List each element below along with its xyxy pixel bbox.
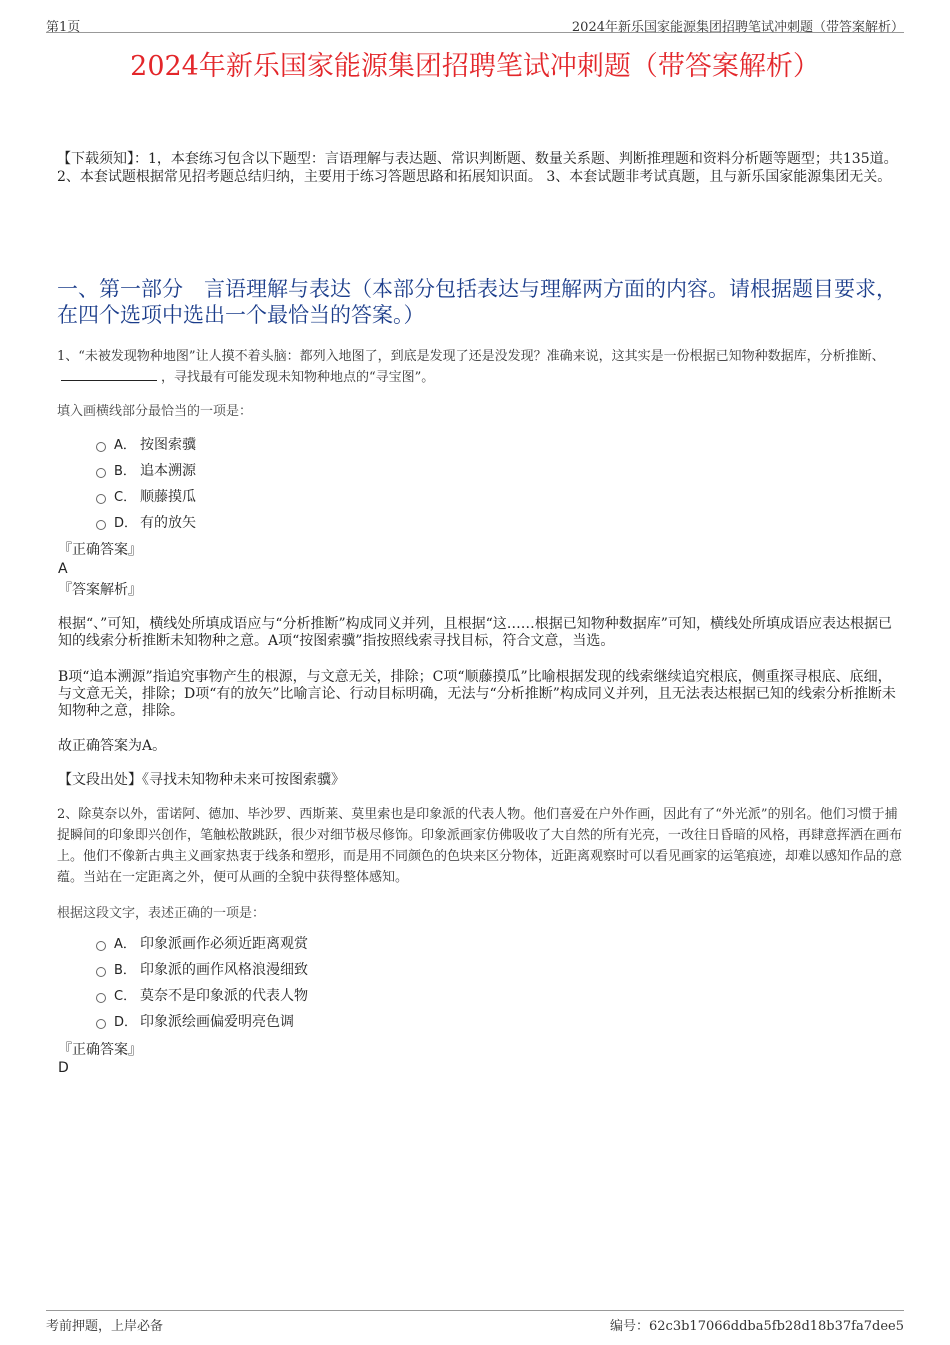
radio-icon[interactable] [96,520,106,530]
option-c[interactable]: C． 顺藤摸瓜 [96,484,196,510]
radio-icon[interactable] [96,967,106,977]
footer-slogan: 考前押题，上岸必备 [46,1319,164,1334]
section-heading: 一、第一部分 言语理解与表达（本部分包括表达与理解两方面的内容。请根据题目要求，在四个选项中选出一个最恰当的答案。） [57,277,897,327]
answer-value: D [58,1060,69,1076]
question-2-text: 2、除莫奈以外，雷诺阿、德加、毕沙罗、西斯莱、莫里索也是印象派的代表人物。他们喜爱在户外作画，因此有了“外光派”的别名。他们习惯于捕捉瞬间的印象即兴创作，笔触松散跳跃，很少对细节极尽修饰。印象派画家仿佛吸收了大自然的所有光亮，一改往日昏暗的风格，再肆意挥洒在画布上。他们不像新古典主义画家热衷于线条和塑形，而是用不同颜色的色块来区分物体，近距离观察时可以看见画家的运笔痕迹，却难以感知作品的意蕴。当站在一定距离之外，便可从画的全貌中获得整体感知。 [57,807,903,885]
passage-source: 【文段出处】《寻找未知物种未来可按图索骥》 [58,772,345,788]
option-d[interactable]: D． 有的放矢 [96,510,196,536]
option-a[interactable]: A． 按图索骥 [96,432,196,458]
document-id: 编号：62c3b17066ddba5fb28d18b37fa7dee5 [610,1319,904,1334]
radio-icon[interactable] [96,941,106,951]
question-2-options [96,931,308,1035]
question-1-text-b: ，寻找最有可能发现未知物种地点的“寻宝图”。 [161,370,435,385]
page-number: 第1页 [46,20,81,35]
question-2-prompt: 根据这段文字，表述正确的一项是： [57,906,266,921]
download-notice: 【下载须知】：1，本套练习包含以下题型：言语理解与表达题、常识判断题、数量关系题、判断推理题和资料分析题等题型；共135道。 2、本套试题根据常见招考题总结归纳，主要用于练习答题思路和拓展知识面。 3、本套试题非考试真题，且与新乐国家能源集团无关。 [57,151,898,185]
fill-blank [61,369,157,381]
analysis-label: 『答案解析』 [58,582,142,598]
answer-label: 『正确答案』 [58,542,142,558]
option-d[interactable]: D． 印象派绘画偏爱明亮色调 [96,1009,308,1035]
answer-label: 『正确答案』 [58,1042,142,1058]
question-1-prompt: 填入画横线部分最恰当的一项是： [57,404,253,419]
answer-value: A [58,561,68,577]
header-doc-title: 2024年新乐国家能源集团招聘笔试冲刺题（带答案解析） [571,20,904,35]
option-b[interactable]: B． 印象派的画作风格浪漫细致 [96,957,308,983]
radio-icon[interactable] [96,442,106,452]
analysis-conclusion: 故正确答案为A。 [58,738,167,754]
analysis-paragraph-2: B项“追本溯源”指追究事物产生的根源，与文意无关，排除；C项“顺藤摸瓜”比喻根据发现的线索继续追究根底，侧重探寻根底、底细，与文意无关，排除；D项“有的放矢”比喻言论、行动目标明确，无法与“分析推断”构成同义并列，且无法表达根据已知的线索分析推断未知物种之意，排除。 [58,669,896,719]
option-b[interactable]: B． 追本溯源 [96,458,196,484]
analysis-paragraph-1: 根据“、”可知，横线处所填成语应与“分析推断”构成同义并列，且根据“这……根据已知物种数据库”可知，横线处所填成语应表达根据已知的线索分析推断未知物种之意。A项“按图索骥”指按照线索寻找目标，符合文意，当选。 [58,616,892,649]
option-c[interactable]: C． 莫奈不是印象派的代表人物 [96,983,308,1009]
page-footer [46,1310,904,1334]
radio-icon[interactable] [96,468,106,478]
page-header [46,14,904,33]
radio-icon[interactable] [96,494,106,504]
radio-icon[interactable] [96,1019,106,1029]
radio-icon[interactable] [96,993,106,1003]
question-1-options [96,432,196,536]
question-1-text [57,346,902,388]
option-a[interactable]: A． 印象派画作必须近距离观赏 [96,931,308,957]
document-title: 2024年新乐国家能源集团招聘笔试冲刺题（带答案解析） [130,51,820,82]
question-1-text-a: 1、“未被发现物种地图”让人摸不着头脑：都列入地图了，到底是发现了还是没发现？准确来说，这其实是一份根据已知物种数据库，分析推断、 [57,349,885,364]
